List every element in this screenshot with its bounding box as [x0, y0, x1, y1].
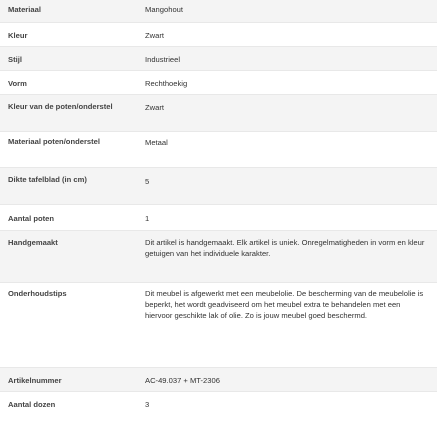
spec-value: Zwart [137, 94, 437, 131]
spec-label: Handgemaakt [0, 230, 137, 282]
spec-value: 5 [137, 167, 437, 204]
spec-row-vorm [0, 70, 437, 94]
spec-label: Kleur [0, 22, 137, 46]
spec-label: Aantal dozen [0, 391, 137, 415]
spec-row-handgemaakt [0, 230, 437, 282]
spec-row-aantal-poten [0, 204, 437, 230]
spec-row-dikte [0, 167, 437, 204]
spec-label: Onderhoudstips [0, 282, 137, 367]
spec-value: Rechthoekig [137, 70, 437, 94]
spec-label: Vorm [0, 70, 137, 94]
spec-value: Metaal [137, 131, 437, 167]
spec-row-materiaal-poten [0, 131, 437, 167]
spec-value: 1 [137, 204, 437, 230]
spec-label: Materiaal [0, 0, 137, 22]
spec-row-materiaal [0, 0, 437, 22]
spec-value: Zwart [137, 22, 437, 46]
spec-row-aantal-dozen [0, 391, 437, 415]
spec-label: Stijl [0, 46, 137, 70]
spec-label: Kleur van de poten/onderstel [0, 94, 137, 131]
spec-row-artikelnummer [0, 367, 437, 391]
spec-row-kleur-poten [0, 94, 437, 131]
spec-label: Materiaal poten/onderstel [0, 131, 137, 167]
spec-value: Dit meubel is afgewerkt met een meubelolie. De bescherming van de meubelolie is beperkt, het wordt geadviseerd om het meubel extra te behandelen met een hiervoor geschikte lak of olie. Zo is jouw meubel goed beschermd. [137, 282, 437, 367]
spec-value: 3 [137, 391, 437, 415]
spec-value: Mangohout [137, 0, 437, 22]
spec-label: Aantal poten [0, 204, 137, 230]
spec-label: Dikte tafelblad (in cm) [0, 167, 137, 204]
spec-row-onderhoudstips [0, 282, 437, 367]
spec-value: AC-49.037 + MT-2306 [137, 367, 437, 391]
spec-label: Artikelnummer [0, 367, 137, 391]
spec-value: Dit artikel is handgemaakt. Elk artikel is uniek. Onregelmatigheden in vorm en kleur getuigen van het individuele karakter. [137, 230, 437, 282]
spec-row-kleur [0, 22, 437, 46]
spec-value: Industrieel [137, 46, 437, 70]
spec-row-stijl [0, 46, 437, 70]
